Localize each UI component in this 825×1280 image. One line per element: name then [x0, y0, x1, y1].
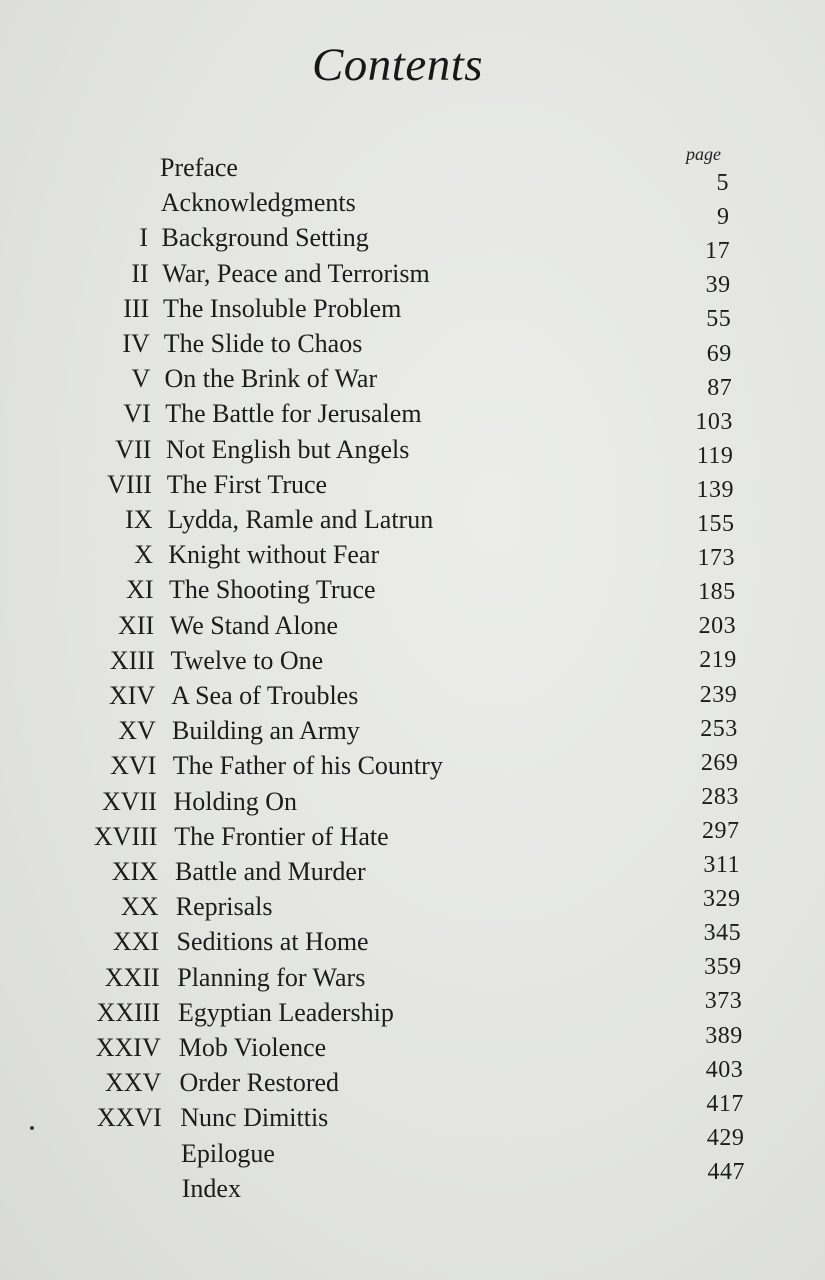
entry-title: Epilogue — [181, 1138, 275, 1168]
toc-entry — [0, 1171, 660, 1207]
entry-title: We Stand Alone — [169, 610, 339, 640]
page-number: 297 — [701, 817, 740, 844]
page-blemish — [30, 1126, 34, 1130]
chapter-numeral: X — [134, 540, 154, 570]
page-number: 403 — [705, 1056, 744, 1083]
toc-entry — [0, 854, 660, 890]
chapter-numeral: I — [139, 223, 149, 253]
toc-entry — [0, 361, 660, 397]
chapter-numeral: XXIV — [95, 1033, 161, 1062]
chapter-numeral: XVI — [110, 751, 157, 781]
toc-entry — [0, 1065, 660, 1101]
page-number: 373 — [704, 988, 743, 1015]
page-number: 155 — [697, 511, 735, 537]
toc-entry — [0, 185, 660, 221]
toc-entry — [0, 995, 660, 1031]
entry-title: Planning for Wars — [177, 962, 366, 992]
entry-title: The Battle for Jerusalem — [165, 399, 422, 429]
toc-entry — [0, 784, 660, 820]
entry-title: Twelve to One — [170, 645, 324, 675]
toc-entry — [0, 713, 660, 749]
toc-entry — [0, 572, 660, 608]
chapter-numeral: XXV — [104, 1068, 162, 1098]
chapter-numeral: IV — [122, 329, 150, 358]
entry-title: Order Restored — [179, 1068, 340, 1098]
page-number: 9 — [717, 204, 730, 231]
page-number: 219 — [699, 647, 737, 674]
chapter-numeral: XV — [118, 716, 156, 746]
toc-entry — [0, 432, 660, 468]
toc-entry — [0, 819, 660, 855]
toc-entry — [0, 291, 660, 327]
chapter-numeral: II — [131, 258, 149, 288]
page-number: 311 — [703, 852, 740, 878]
entry-title: Nunc Dimittis — [180, 1103, 329, 1133]
entry-title: Mob Violence — [178, 1033, 327, 1062]
page-number: 345 — [703, 920, 742, 947]
chapter-numeral: XXVI — [96, 1103, 162, 1133]
toc-entry — [0, 256, 660, 292]
entry-title: Egyptian Leadership — [178, 997, 394, 1027]
entry-title: Seditions at Home — [176, 927, 369, 957]
toc-entry — [0, 643, 660, 679]
page-title: Contents — [311, 39, 484, 91]
entry-title: Not English but Angels — [166, 434, 410, 464]
toc-entry — [0, 1030, 660, 1066]
entry-title: Knight without Fear — [168, 540, 380, 570]
entry-title: The Father of his Country — [172, 751, 443, 781]
page-number: 389 — [705, 1022, 743, 1049]
toc-entry — [0, 608, 660, 644]
page-number: 139 — [696, 476, 734, 503]
page-number: 5 — [716, 170, 729, 196]
entry-title: The First Truce — [166, 469, 328, 499]
page-number: 417 — [706, 1090, 744, 1117]
chapter-numeral: XXI — [112, 927, 160, 957]
toc-entry — [0, 960, 660, 996]
page-number: 55 — [706, 306, 732, 333]
chapter-numeral: VI — [123, 399, 151, 429]
chapter-numeral: V — [131, 364, 151, 394]
entry-title: Index — [181, 1173, 241, 1203]
page-number: 173 — [697, 545, 736, 572]
toc-entry — [0, 1100, 660, 1136]
page-number: 69 — [706, 340, 732, 367]
entry-title: The Frontier of Hate — [174, 821, 389, 851]
entry-title: Holding On — [173, 786, 297, 816]
entry-title: Lydda, Ramle and Latrun — [167, 505, 434, 534]
entry-title: War, Peace and Terrorism — [162, 258, 430, 288]
chapter-numeral: XII — [118, 610, 155, 640]
entry-title: Preface — [160, 153, 238, 182]
chapter-numeral: XVIII — [93, 821, 158, 851]
page-number: 447 — [707, 1158, 745, 1185]
chapter-numeral: XX — [120, 892, 159, 922]
page-number: 359 — [704, 954, 742, 981]
toc-entry — [0, 748, 660, 784]
chapter-numeral: VII — [115, 434, 152, 464]
entry-title: The Insoluble Problem — [163, 293, 402, 323]
entry-title: Building an Army — [172, 716, 360, 746]
chapter-numeral: III — [123, 293, 150, 323]
page-number: 39 — [705, 272, 731, 299]
toc-entry — [0, 326, 660, 362]
toc-entry — [0, 889, 660, 925]
page-number: 87 — [707, 374, 733, 401]
page-number: 429 — [706, 1124, 745, 1151]
entry-title: Background Setting — [161, 223, 369, 253]
page-number: 329 — [703, 886, 741, 913]
toc-entry — [0, 537, 660, 573]
toc-entry — [0, 502, 660, 538]
entry-title: A Sea of Troubles — [171, 681, 359, 710]
entry-title: Battle and Murder — [175, 857, 366, 886]
chapter-numeral: XIII — [109, 645, 155, 675]
toc-entry — [0, 924, 660, 960]
chapter-numeral: XIX — [111, 857, 158, 886]
page-number: 185 — [698, 579, 736, 606]
page-number: 269 — [700, 749, 739, 776]
page-number: 17 — [705, 238, 731, 265]
page-number: 203 — [698, 613, 737, 640]
entry-title: The Slide to Chaos — [163, 329, 363, 358]
page-number: 253 — [700, 715, 738, 742]
toc-entry — [0, 678, 660, 714]
page-number: 239 — [699, 681, 738, 708]
chapter-numeral: XXIII — [96, 997, 161, 1027]
page-number: 103 — [695, 408, 733, 435]
chapter-numeral: XVII — [102, 786, 157, 816]
chapter-numeral: XXII — [104, 962, 160, 992]
entry-title: The Shooting Truce — [169, 575, 376, 605]
toc-entry — [0, 220, 660, 256]
page-column-label: page — [686, 144, 721, 164]
entry-title: Acknowledgments — [160, 188, 356, 218]
chapter-numeral: XIV — [109, 681, 156, 710]
toc-entry — [0, 150, 660, 186]
chapter-numeral: IX — [125, 505, 153, 534]
page-number: 283 — [701, 783, 739, 810]
entry-title: Reprisals — [175, 892, 273, 922]
page-number: 119 — [696, 442, 734, 469]
chapter-numeral: XI — [126, 575, 154, 605]
toc-entry — [0, 467, 660, 503]
toc-entry — [0, 1136, 660, 1172]
entry-title: On the Brink of War — [164, 364, 378, 394]
toc-entry — [0, 396, 660, 432]
chapter-numeral: VIII — [107, 469, 152, 499]
